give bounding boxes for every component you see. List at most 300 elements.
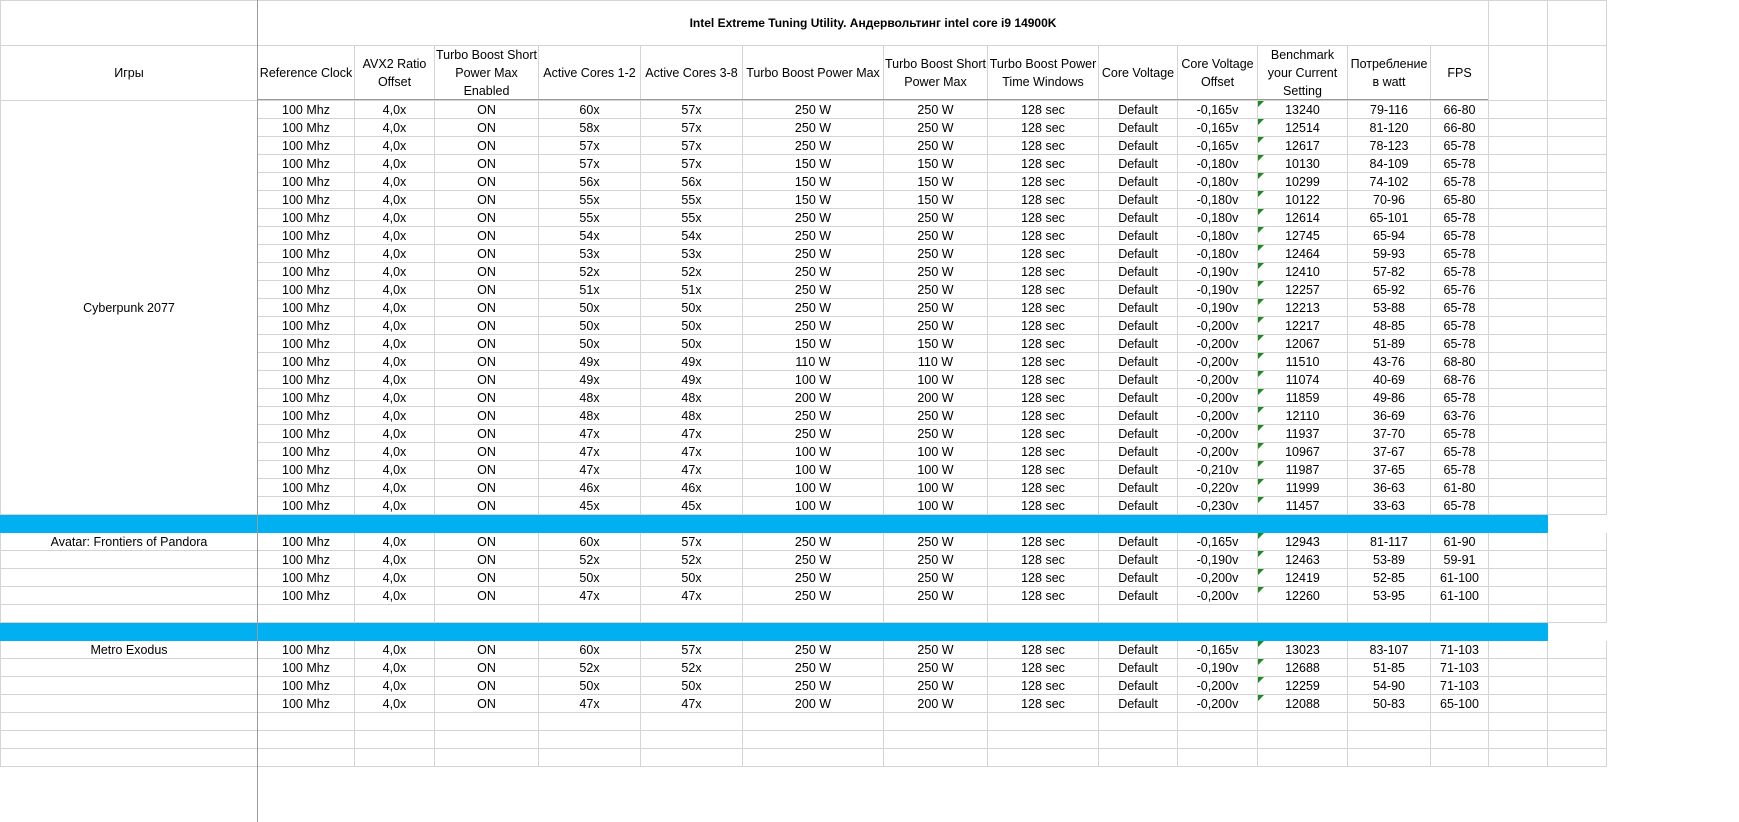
data-cell[interactable]: -0,165v [1178, 101, 1258, 119]
data-cell[interactable]: Default [1099, 479, 1178, 497]
empty-cell[interactable] [641, 605, 743, 623]
data-cell[interactable]: 11074 [1258, 371, 1348, 389]
data-cell[interactable]: 50x [539, 569, 641, 587]
data-cell[interactable]: 150 W [743, 191, 884, 209]
data-cell[interactable]: Default [1099, 317, 1178, 335]
data-cell[interactable]: 250 W [743, 551, 884, 569]
data-cell[interactable]: 128 sec [988, 389, 1099, 407]
empty-cell[interactable] [355, 731, 435, 749]
data-cell[interactable]: -0,180v [1178, 245, 1258, 263]
data-cell[interactable]: 54-90 [1348, 677, 1431, 695]
data-cell[interactable]: ON [435, 317, 539, 335]
data-cell[interactable]: 250 W [743, 245, 884, 263]
data-cell[interactable]: ON [435, 119, 539, 137]
data-cell[interactable]: -0,200v [1178, 443, 1258, 461]
data-cell[interactable]: 250 W [884, 245, 988, 263]
data-cell[interactable]: 100 Mhz [258, 245, 355, 263]
data-cell[interactable]: 100 Mhz [258, 695, 355, 713]
data-cell[interactable]: -0,165v [1178, 641, 1258, 659]
data-cell[interactable]: 250 W [884, 263, 988, 281]
data-cell[interactable]: 65-78 [1431, 317, 1489, 335]
data-cell[interactable]: 100 Mhz [258, 227, 355, 245]
data-cell[interactable]: -0,200v [1178, 569, 1258, 587]
data-cell[interactable]: -0,190v [1178, 263, 1258, 281]
empty-cell[interactable] [1489, 191, 1548, 209]
data-cell[interactable]: 11937 [1258, 425, 1348, 443]
data-cell[interactable]: Default [1099, 587, 1178, 605]
empty-cell[interactable] [1489, 479, 1548, 497]
data-cell[interactable]: Default [1099, 533, 1178, 551]
data-cell[interactable]: 4,0x [355, 281, 435, 299]
column-header[interactable]: Turbo Boost Power Time Windows [988, 46, 1099, 101]
data-cell[interactable]: 128 sec [988, 641, 1099, 659]
data-cell[interactable]: 48-85 [1348, 317, 1431, 335]
empty-cell[interactable] [1489, 569, 1548, 587]
data-cell[interactable]: 100 Mhz [258, 371, 355, 389]
empty-cell[interactable] [1, 659, 258, 677]
empty-cell[interactable] [1178, 605, 1258, 623]
data-cell[interactable]: 58x [539, 119, 641, 137]
data-cell[interactable]: 100 Mhz [258, 677, 355, 695]
data-cell[interactable]: 52x [641, 659, 743, 677]
column-header[interactable]: Active Cores 3-8 [641, 46, 743, 101]
data-cell[interactable]: 55x [539, 191, 641, 209]
data-cell[interactable]: ON [435, 353, 539, 371]
data-cell[interactable]: 100 W [743, 479, 884, 497]
column-header[interactable]: Core Voltage Offset [1178, 46, 1258, 101]
data-cell[interactable]: 150 W [743, 155, 884, 173]
empty-cell[interactable] [743, 731, 884, 749]
column-header[interactable]: AVX2 Ratio Offset [355, 46, 435, 101]
data-cell[interactable]: 56x [641, 173, 743, 191]
empty-cell[interactable] [1489, 731, 1548, 749]
data-cell[interactable]: Default [1099, 209, 1178, 227]
empty-cell[interactable] [1178, 713, 1258, 731]
data-cell[interactable]: 61-90 [1431, 533, 1489, 551]
empty-cell[interactable] [1, 551, 258, 569]
data-cell[interactable]: 100 W [743, 497, 884, 515]
data-cell[interactable]: 59-91 [1431, 551, 1489, 569]
empty-cell[interactable] [1548, 443, 1607, 461]
data-cell[interactable]: 4,0x [355, 497, 435, 515]
data-cell[interactable]: 128 sec [988, 119, 1099, 137]
data-cell[interactable]: 11457 [1258, 497, 1348, 515]
data-cell[interactable]: 49x [641, 371, 743, 389]
empty-cell[interactable] [1548, 695, 1607, 713]
data-cell[interactable]: ON [435, 263, 539, 281]
data-cell[interactable]: 100 Mhz [258, 173, 355, 191]
empty-cell[interactable] [1489, 119, 1548, 137]
data-cell[interactable]: ON [435, 191, 539, 209]
data-cell[interactable]: Default [1099, 101, 1178, 119]
data-cell[interactable]: 12614 [1258, 209, 1348, 227]
empty-cell[interactable] [1489, 677, 1548, 695]
empty-cell[interactable] [1489, 335, 1548, 353]
empty-cell[interactable] [1548, 605, 1607, 623]
data-cell[interactable]: 10122 [1258, 191, 1348, 209]
empty-cell[interactable] [1548, 479, 1607, 497]
data-cell[interactable]: 57-82 [1348, 263, 1431, 281]
data-cell[interactable]: 128 sec [988, 353, 1099, 371]
data-cell[interactable]: 4,0x [355, 641, 435, 659]
empty-cell[interactable] [1, 677, 258, 695]
data-cell[interactable]: 100 Mhz [258, 263, 355, 281]
data-cell[interactable]: 128 sec [988, 461, 1099, 479]
data-cell[interactable]: 51x [641, 281, 743, 299]
data-cell[interactable]: 47x [539, 695, 641, 713]
data-cell[interactable]: 250 W [884, 677, 988, 695]
game-name[interactable]: Avatar: Frontiers of Pandora [1, 533, 258, 551]
data-cell[interactable]: 50-83 [1348, 695, 1431, 713]
empty-cell[interactable] [988, 605, 1099, 623]
empty-cell[interactable] [1489, 101, 1548, 119]
empty-cell[interactable] [1489, 245, 1548, 263]
data-cell[interactable]: -0,165v [1178, 533, 1258, 551]
empty-cell[interactable] [1489, 155, 1548, 173]
data-cell[interactable]: 128 sec [988, 317, 1099, 335]
data-cell[interactable]: 53-88 [1348, 299, 1431, 317]
data-cell[interactable]: Default [1099, 245, 1178, 263]
empty-cell[interactable] [1431, 749, 1489, 767]
data-cell[interactable]: 128 sec [988, 191, 1099, 209]
data-cell[interactable]: 250 W [743, 119, 884, 137]
empty-cell[interactable] [539, 605, 641, 623]
data-cell[interactable]: 53-89 [1348, 551, 1431, 569]
data-cell[interactable]: 100 Mhz [258, 659, 355, 677]
data-cell[interactable]: 250 W [743, 137, 884, 155]
data-cell[interactable]: 57x [539, 155, 641, 173]
data-cell[interactable]: 65-100 [1431, 695, 1489, 713]
data-cell[interactable]: 250 W [884, 533, 988, 551]
data-cell[interactable]: 40-69 [1348, 371, 1431, 389]
data-cell[interactable]: 250 W [743, 659, 884, 677]
data-cell[interactable]: 250 W [884, 425, 988, 443]
data-cell[interactable]: 65-78 [1431, 389, 1489, 407]
data-cell[interactable]: 4,0x [355, 101, 435, 119]
empty-cell[interactable] [1489, 299, 1548, 317]
empty-cell[interactable] [1258, 731, 1348, 749]
data-cell[interactable]: 250 W [743, 587, 884, 605]
data-cell[interactable]: 250 W [884, 407, 988, 425]
column-header[interactable]: Turbo Boost Power Max [743, 46, 884, 101]
data-cell[interactable]: ON [435, 587, 539, 605]
empty-cell[interactable] [1489, 407, 1548, 425]
data-cell[interactable]: 50x [641, 335, 743, 353]
data-cell[interactable]: 128 sec [988, 137, 1099, 155]
data-cell[interactable]: -0,190v [1178, 299, 1258, 317]
data-cell[interactable]: ON [435, 497, 539, 515]
data-cell[interactable]: ON [435, 245, 539, 263]
data-cell[interactable]: 48x [539, 389, 641, 407]
data-cell[interactable]: ON [435, 659, 539, 677]
data-cell[interactable]: 100 Mhz [258, 551, 355, 569]
column-header[interactable]: Игры [1, 46, 258, 101]
empty-cell[interactable] [1489, 46, 1548, 101]
data-cell[interactable]: ON [435, 695, 539, 713]
data-cell[interactable]: ON [435, 425, 539, 443]
data-cell[interactable]: 48x [641, 389, 743, 407]
empty-cell[interactable] [1548, 389, 1607, 407]
data-cell[interactable]: 46x [641, 479, 743, 497]
empty-cell[interactable] [884, 749, 988, 767]
data-cell[interactable]: -0,200v [1178, 425, 1258, 443]
empty-cell[interactable] [1348, 713, 1431, 731]
empty-cell[interactable] [1548, 677, 1607, 695]
empty-cell[interactable] [1548, 587, 1607, 605]
empty-cell[interactable] [258, 605, 355, 623]
empty-cell[interactable] [1489, 317, 1548, 335]
data-cell[interactable]: 12419 [1258, 569, 1348, 587]
data-cell[interactable]: ON [435, 299, 539, 317]
data-cell[interactable]: 55x [539, 209, 641, 227]
data-cell[interactable]: 65-76 [1431, 281, 1489, 299]
data-cell[interactable]: 100 Mhz [258, 209, 355, 227]
data-cell[interactable]: 4,0x [355, 443, 435, 461]
empty-cell[interactable] [1548, 641, 1607, 659]
data-cell[interactable]: 128 sec [988, 677, 1099, 695]
data-cell[interactable]: 47x [539, 461, 641, 479]
empty-cell[interactable] [743, 749, 884, 767]
data-cell[interactable]: 4,0x [355, 173, 435, 191]
data-cell[interactable]: 100 Mhz [258, 497, 355, 515]
data-cell[interactable]: 250 W [743, 641, 884, 659]
data-cell[interactable]: Default [1099, 407, 1178, 425]
data-cell[interactable]: 128 sec [988, 335, 1099, 353]
empty-cell[interactable] [1489, 587, 1548, 605]
data-cell[interactable]: 65-101 [1348, 209, 1431, 227]
data-cell[interactable]: 100 Mhz [258, 317, 355, 335]
data-cell[interactable]: 4,0x [355, 677, 435, 695]
data-cell[interactable]: Default [1099, 443, 1178, 461]
data-cell[interactable]: 4,0x [355, 155, 435, 173]
data-cell[interactable]: 47x [641, 695, 743, 713]
data-cell[interactable]: ON [435, 371, 539, 389]
data-cell[interactable]: 4,0x [355, 551, 435, 569]
data-cell[interactable]: Default [1099, 659, 1178, 677]
data-cell[interactable]: 100 Mhz [258, 155, 355, 173]
data-cell[interactable]: 100 W [884, 461, 988, 479]
empty-cell[interactable] [1548, 713, 1607, 731]
data-cell[interactable]: 71-103 [1431, 641, 1489, 659]
data-cell[interactable]: Default [1099, 173, 1178, 191]
empty-cell[interactable] [1258, 605, 1348, 623]
data-cell[interactable]: 79-116 [1348, 101, 1431, 119]
data-cell[interactable]: 100 Mhz [258, 335, 355, 353]
data-cell[interactable]: Default [1099, 371, 1178, 389]
data-cell[interactable]: 110 W [743, 353, 884, 371]
data-cell[interactable]: -0,200v [1178, 587, 1258, 605]
data-cell[interactable]: 150 W [743, 335, 884, 353]
empty-cell[interactable] [1548, 299, 1607, 317]
data-cell[interactable]: 250 W [884, 569, 988, 587]
data-cell[interactable]: 150 W [884, 155, 988, 173]
data-cell[interactable]: Default [1099, 569, 1178, 587]
data-cell[interactable]: 250 W [743, 281, 884, 299]
data-cell[interactable]: 4,0x [355, 407, 435, 425]
empty-cell[interactable] [1548, 263, 1607, 281]
data-cell[interactable]: 250 W [884, 551, 988, 569]
data-cell[interactable]: 65-78 [1431, 173, 1489, 191]
column-header[interactable]: Core Voltage [1099, 46, 1178, 101]
data-cell[interactable]: 50x [539, 335, 641, 353]
data-cell[interactable]: 11987 [1258, 461, 1348, 479]
empty-cell[interactable] [1548, 371, 1607, 389]
empty-cell[interactable] [1548, 1, 1607, 46]
data-cell[interactable]: -0,200v [1178, 407, 1258, 425]
data-cell[interactable]: 36-69 [1348, 407, 1431, 425]
data-cell[interactable]: 100 Mhz [258, 299, 355, 317]
data-cell[interactable]: ON [435, 569, 539, 587]
data-cell[interactable]: 128 sec [988, 407, 1099, 425]
data-cell[interactable]: 250 W [884, 587, 988, 605]
empty-cell[interactable] [1, 713, 258, 731]
data-cell[interactable]: 50x [641, 299, 743, 317]
data-cell[interactable]: 128 sec [988, 155, 1099, 173]
data-cell[interactable]: 57x [641, 101, 743, 119]
data-cell[interactable]: 12463 [1258, 551, 1348, 569]
empty-cell[interactable] [743, 605, 884, 623]
data-cell[interactable]: ON [435, 227, 539, 245]
data-cell[interactable]: 12259 [1258, 677, 1348, 695]
data-cell[interactable]: 70-96 [1348, 191, 1431, 209]
column-header[interactable]: Reference Clock [258, 46, 355, 101]
data-cell[interactable]: 128 sec [988, 371, 1099, 389]
empty-cell[interactable] [1489, 695, 1548, 713]
data-cell[interactable]: 12110 [1258, 407, 1348, 425]
data-cell[interactable]: 128 sec [988, 209, 1099, 227]
separator-cell[interactable] [1, 623, 1548, 641]
empty-cell[interactable] [1489, 173, 1548, 191]
data-cell[interactable]: 52x [539, 659, 641, 677]
empty-cell[interactable] [1548, 461, 1607, 479]
data-cell[interactable]: 100 W [884, 479, 988, 497]
data-cell[interactable]: 49x [539, 371, 641, 389]
data-cell[interactable]: 250 W [884, 227, 988, 245]
empty-cell[interactable] [258, 713, 355, 731]
data-cell[interactable]: -0,230v [1178, 497, 1258, 515]
game-name[interactable]: Cyberpunk 2077 [1, 101, 258, 515]
data-cell[interactable]: 100 Mhz [258, 389, 355, 407]
data-cell[interactable]: 100 Mhz [258, 425, 355, 443]
data-cell[interactable]: 128 sec [988, 659, 1099, 677]
data-cell[interactable]: 4,0x [355, 299, 435, 317]
data-cell[interactable]: 4,0x [355, 659, 435, 677]
data-cell[interactable]: 250 W [743, 101, 884, 119]
column-header[interactable]: FPS [1431, 46, 1489, 101]
data-cell[interactable]: 100 Mhz [258, 191, 355, 209]
empty-cell[interactable] [1258, 713, 1348, 731]
data-cell[interactable]: 4,0x [355, 389, 435, 407]
data-cell[interactable]: 51x [539, 281, 641, 299]
data-cell[interactable]: 55x [641, 209, 743, 227]
data-cell[interactable]: -0,180v [1178, 227, 1258, 245]
data-cell[interactable]: 57x [641, 155, 743, 173]
data-cell[interactable]: 100 W [743, 461, 884, 479]
data-cell[interactable]: 46x [539, 479, 641, 497]
data-cell[interactable]: ON [435, 407, 539, 425]
data-cell[interactable]: 50x [641, 317, 743, 335]
data-cell[interactable]: 48x [539, 407, 641, 425]
data-cell[interactable]: 4,0x [355, 353, 435, 371]
data-cell[interactable]: Default [1099, 695, 1178, 713]
data-cell[interactable]: 250 W [743, 425, 884, 443]
data-cell[interactable]: 61-100 [1431, 569, 1489, 587]
data-cell[interactable]: 50x [539, 317, 641, 335]
empty-cell[interactable] [884, 713, 988, 731]
empty-cell[interactable] [1431, 731, 1489, 749]
empty-cell[interactable] [1548, 137, 1607, 155]
data-cell[interactable]: ON [435, 281, 539, 299]
data-cell[interactable]: 200 W [743, 695, 884, 713]
data-cell[interactable]: 250 W [884, 209, 988, 227]
data-cell[interactable]: -0,200v [1178, 317, 1258, 335]
data-cell[interactable]: 53x [539, 245, 641, 263]
empty-cell[interactable] [1548, 155, 1607, 173]
data-cell[interactable]: 200 W [884, 389, 988, 407]
data-cell[interactable]: 128 sec [988, 569, 1099, 587]
data-cell[interactable]: 250 W [743, 263, 884, 281]
empty-cell[interactable] [1348, 605, 1431, 623]
data-cell[interactable]: 128 sec [988, 245, 1099, 263]
data-cell[interactable]: Default [1099, 155, 1178, 173]
data-cell[interactable]: ON [435, 137, 539, 155]
data-cell[interactable]: Default [1099, 227, 1178, 245]
empty-cell[interactable] [1431, 605, 1489, 623]
data-cell[interactable]: 100 W [884, 371, 988, 389]
data-cell[interactable]: 4,0x [355, 137, 435, 155]
data-cell[interactable]: 4,0x [355, 461, 435, 479]
data-cell[interactable]: ON [435, 173, 539, 191]
data-cell[interactable]: 12617 [1258, 137, 1348, 155]
empty-cell[interactable] [1489, 425, 1548, 443]
data-cell[interactable]: 57x [641, 137, 743, 155]
empty-cell[interactable] [1, 569, 258, 587]
data-cell[interactable]: 74-102 [1348, 173, 1431, 191]
data-cell[interactable]: 100 W [743, 443, 884, 461]
data-cell[interactable]: 50x [539, 299, 641, 317]
data-cell[interactable]: -0,200v [1178, 335, 1258, 353]
data-cell[interactable]: Default [1099, 299, 1178, 317]
column-header[interactable]: Потребление в watt [1348, 46, 1431, 101]
empty-cell[interactable] [1, 731, 258, 749]
data-cell[interactable]: 60x [539, 533, 641, 551]
data-cell[interactable]: 100 Mhz [258, 461, 355, 479]
data-cell[interactable]: 250 W [743, 317, 884, 335]
data-cell[interactable]: 250 W [743, 677, 884, 695]
empty-cell[interactable] [1548, 407, 1607, 425]
data-cell[interactable]: 50x [641, 677, 743, 695]
data-cell[interactable]: ON [435, 677, 539, 695]
data-cell[interactable]: 12943 [1258, 533, 1348, 551]
empty-cell[interactable] [1099, 749, 1178, 767]
empty-cell[interactable] [1548, 425, 1607, 443]
data-cell[interactable]: 48x [641, 407, 743, 425]
empty-cell[interactable] [1548, 731, 1607, 749]
empty-cell[interactable] [435, 749, 539, 767]
data-cell[interactable]: 33-63 [1348, 497, 1431, 515]
data-cell[interactable]: ON [435, 551, 539, 569]
data-cell[interactable]: 65-78 [1431, 209, 1489, 227]
empty-cell[interactable] [1489, 749, 1548, 767]
data-cell[interactable]: ON [435, 461, 539, 479]
empty-cell[interactable] [435, 713, 539, 731]
empty-cell[interactable] [1489, 497, 1548, 515]
empty-cell[interactable] [1548, 533, 1607, 551]
data-cell[interactable]: 65-78 [1431, 443, 1489, 461]
separator-cell[interactable] [1, 515, 1548, 533]
empty-cell[interactable] [1348, 749, 1431, 767]
data-cell[interactable]: Default [1099, 335, 1178, 353]
